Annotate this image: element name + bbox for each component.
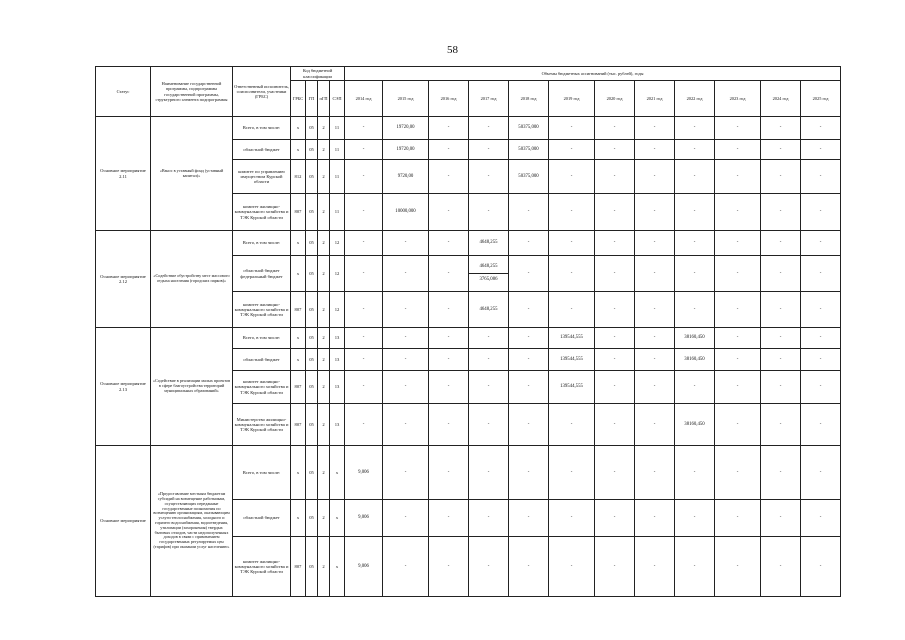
value-cell: -: [761, 160, 801, 194]
value-cell: -: [715, 328, 761, 349]
value-cell: -: [635, 349, 675, 371]
col-year: 2020 год: [595, 81, 635, 117]
cs-cell: 11: [330, 140, 345, 160]
value-cell: -: [549, 160, 595, 194]
value-cell: -: [635, 371, 675, 404]
value-cell: -: [635, 231, 675, 256]
value-cell: 38160,450: [675, 404, 715, 446]
value-cell: -: [595, 446, 635, 500]
grbs-cell: 812: [291, 160, 306, 194]
value-cell: -: [635, 140, 675, 160]
value-cell: -: [549, 446, 595, 500]
value-cell: -: [509, 231, 549, 256]
value-cell: -: [761, 231, 801, 256]
value-cell: -: [383, 292, 429, 328]
value-cell: -: [469, 194, 509, 231]
program-name-cell: «Содействие в реализации малых проектов в сфере благоустройства территорий муниципальных образований»: [151, 328, 233, 446]
value-cell: -: [595, 349, 635, 371]
gp-cell: 05: [306, 404, 318, 446]
grbs-cell: x: [291, 256, 306, 292]
budget-table: [95, 66, 841, 597]
value-cell: -: [549, 256, 595, 292]
value-cell: -: [761, 404, 801, 446]
value-cell: -: [549, 500, 595, 537]
value-cell: -: [801, 292, 841, 328]
value-cell: -: [801, 446, 841, 500]
value-cell: 4648,255: [469, 292, 509, 328]
value-cell: -: [429, 231, 469, 256]
value-cell: -: [635, 160, 675, 194]
col-year: 2018 год: [509, 81, 549, 117]
col-budget-code: Код бюджетной классификации: [291, 67, 345, 81]
value-cell: -: [675, 117, 715, 140]
value-regional: 4648,255: [469, 261, 508, 274]
value-cell: -: [595, 256, 635, 292]
col-cs: СЭП: [330, 81, 345, 117]
value-cell: -: [429, 292, 469, 328]
table-row: [96, 117, 841, 140]
value-cell: -: [383, 446, 429, 500]
gp-cell: 05: [306, 349, 318, 371]
value-cell: -: [761, 446, 801, 500]
grbs-cell: x: [291, 231, 306, 256]
value-cell: -: [595, 140, 635, 160]
value-cell: -: [801, 500, 841, 537]
value-cell: -: [469, 446, 509, 500]
pgp-cell: 2: [318, 328, 330, 349]
value-cell: -: [429, 328, 469, 349]
executor-cell: комитет жилищно-коммунального хозяйства и ТЭК Курской области: [233, 537, 291, 597]
pgp-cell: 2: [318, 194, 330, 231]
value-cell: -: [345, 292, 383, 328]
value-cell: 4648,255: [469, 231, 509, 256]
value-cell: -: [383, 500, 429, 537]
pgp-cell: 2: [318, 292, 330, 328]
value-cell: -: [469, 117, 509, 140]
value-cell: 38160,450: [675, 328, 715, 349]
value-cell: -: [345, 160, 383, 194]
col-year: 2023 год: [715, 81, 761, 117]
value-cell: -: [595, 500, 635, 537]
gp-cell: 05: [306, 446, 318, 500]
value-cell: -: [761, 117, 801, 140]
value-cell: 10000,000: [383, 194, 429, 231]
grbs-cell: 807: [291, 404, 306, 446]
value-cell: -: [761, 371, 801, 404]
value-cell: -: [509, 371, 549, 404]
value-cell: -: [715, 292, 761, 328]
value-cell: -: [801, 140, 841, 160]
value-cell: 9,006: [345, 446, 383, 500]
executor-cell: комитет жилищно-коммунального хозяйства и ТЭК Курской области: [233, 371, 291, 404]
value-cell: 50375,000: [509, 160, 549, 194]
status-cell: Основное мероприятие 2.11: [96, 117, 151, 231]
value-cell: -: [595, 231, 635, 256]
executor-cell: комитет жилищно-коммунального хозяйства и ТЭК Курской области: [233, 194, 291, 231]
grbs-cell: 807: [291, 194, 306, 231]
value-cell: -: [345, 256, 383, 292]
value-cell: -: [469, 500, 509, 537]
value-cell: -: [509, 292, 549, 328]
value-cell: -: [635, 537, 675, 597]
cs-cell: 11: [330, 117, 345, 140]
value-cell: -: [675, 446, 715, 500]
value-cell: 19720,00: [383, 140, 429, 160]
value-cell: -: [509, 194, 549, 231]
value-cell: -: [469, 349, 509, 371]
value-cell: -: [595, 117, 635, 140]
value-cell: -: [549, 117, 595, 140]
executor-cell: областной бюджет: [233, 500, 291, 537]
grbs-cell: 807: [291, 292, 306, 328]
value-cell: -: [383, 328, 429, 349]
value-cell: -: [595, 371, 635, 404]
grbs-cell: 807: [291, 371, 306, 404]
value-cell: -: [345, 328, 383, 349]
value-cell: -: [469, 328, 509, 349]
table-header: [96, 67, 841, 117]
col-executor: Ответственный исполнитель, соисполнители, участники (ГРБС): [233, 67, 291, 117]
value-cell: -: [761, 140, 801, 160]
value-cell: -: [429, 537, 469, 597]
pgp-cell: 2: [318, 231, 330, 256]
pgp-cell: 2: [318, 140, 330, 160]
cs-cell: 11: [330, 160, 345, 194]
value-cell: -: [509, 256, 549, 292]
value-cell: -: [595, 292, 635, 328]
value-cell: -: [801, 194, 841, 231]
value-cell: -: [761, 537, 801, 597]
value-cell: -: [549, 404, 595, 446]
grbs-cell: 807: [291, 537, 306, 597]
gp-cell: 05: [306, 371, 318, 404]
executor-cell: Всего, в том числе:: [233, 117, 291, 140]
value-cell: -: [595, 404, 635, 446]
program-name-cell: «Взнос в уставный фонд (уставный капитал)»: [151, 117, 233, 231]
gp-cell: 05: [306, 500, 318, 537]
value-cell: -: [801, 537, 841, 597]
value-cell: -: [675, 231, 715, 256]
value-cell: -: [383, 349, 429, 371]
pgp-cell: 2: [318, 446, 330, 500]
value-cell: -: [635, 256, 675, 292]
cs-cell: x: [330, 500, 345, 537]
value-cell: 139544,555: [549, 371, 595, 404]
value-cell: -: [675, 292, 715, 328]
value-cell: -: [429, 446, 469, 500]
gp-cell: 05: [306, 537, 318, 597]
value-cell: -: [675, 140, 715, 160]
value-cell: -: [383, 371, 429, 404]
value-cell: -: [715, 537, 761, 597]
value-cell: -: [595, 194, 635, 231]
value-cell: -: [715, 160, 761, 194]
program-name-cell: «Предоставление местным бюджетам субсидий на возмещение работникам, осуществляющих переданные государственные полномочия по возмещению организациям, оказывающим услуги теплоснабжения, холодного и горячего водоснабжения, водоотведения, утилизации (захоронения) твердых бытовых отходов, части недополученных доходов в связи с применением государственных регулируемых цен (тарифов) при оказании услуг населению»: [151, 446, 233, 597]
table-row: [96, 328, 841, 349]
executor-cell: комитет по управлению имуществом Курской области: [233, 160, 291, 194]
program-name-cell: «Содействие обустройству мест массового отдыха населения (городских парков)»: [151, 231, 233, 328]
value-cell: -: [549, 537, 595, 597]
value-cell: -: [469, 140, 509, 160]
page-number: 58: [447, 44, 458, 56]
value-cell: -: [675, 194, 715, 231]
table-row: [96, 446, 841, 500]
col-year: 2024 год: [761, 81, 801, 117]
value-cell: -: [761, 194, 801, 231]
value-cell: -: [595, 537, 635, 597]
gp-cell: 05: [306, 160, 318, 194]
value-cell: -: [761, 256, 801, 292]
value-cell: 38160,450: [675, 349, 715, 371]
value-cell: -: [715, 500, 761, 537]
value-cell: -: [509, 349, 549, 371]
value-cell: -: [635, 500, 675, 537]
value-cell: -: [715, 194, 761, 231]
value-cell: -: [429, 404, 469, 446]
col-year: 2022 год: [675, 81, 715, 117]
executor-cell: комитет жилищно-коммунального хозяйства и ТЭК Курской области: [233, 292, 291, 328]
value-cell: -: [429, 256, 469, 292]
executor-cell: Всего, в том числе:: [233, 328, 291, 349]
col-volumes: Объемы бюджетных ассигнований (тыс. рублей), годы: [345, 67, 841, 81]
col-year: 2016 год: [429, 81, 469, 117]
value-cell: -: [801, 371, 841, 404]
value-cell: -: [469, 537, 509, 597]
value-cell: -: [383, 537, 429, 597]
value-cell: -: [429, 160, 469, 194]
value-cell: -: [715, 446, 761, 500]
gp-cell: 05: [306, 328, 318, 349]
col-year: 2015 год: [383, 81, 429, 117]
value-cell: -: [801, 349, 841, 371]
pgp-cell: 2: [318, 160, 330, 194]
cs-cell: 12: [330, 231, 345, 256]
value-cell: -: [345, 349, 383, 371]
pgp-cell: 2: [318, 537, 330, 597]
value-cell: -: [383, 256, 429, 292]
value-cell: -: [801, 117, 841, 140]
executor-cell: областной бюджет: [233, 349, 291, 371]
cs-cell: 13: [330, 404, 345, 446]
value-cell: -: [715, 349, 761, 371]
value-cell: 50375,000: [509, 140, 549, 160]
grbs-cell: x: [291, 117, 306, 140]
value-cell: [469, 256, 509, 292]
value-cell: -: [801, 404, 841, 446]
value-cell: -: [675, 160, 715, 194]
executor-cell: Всего, в том числе:: [233, 446, 291, 500]
value-cell: -: [635, 194, 675, 231]
pgp-cell: 2: [318, 117, 330, 140]
value-cell: -: [761, 292, 801, 328]
value-cell: -: [509, 404, 549, 446]
value-cell: -: [429, 117, 469, 140]
grbs-cell: x: [291, 500, 306, 537]
status-cell: Основное мероприятие 2.12: [96, 231, 151, 328]
grbs-cell: x: [291, 349, 306, 371]
value-cell: -: [675, 537, 715, 597]
value-cell: 9,006: [345, 537, 383, 597]
executor-cell: Всего, в том числе:: [233, 231, 291, 256]
pgp-cell: 2: [318, 349, 330, 371]
value-cell: -: [469, 160, 509, 194]
value-cell: -: [715, 140, 761, 160]
gp-cell: 05: [306, 231, 318, 256]
value-cell: -: [429, 371, 469, 404]
cs-cell: 12: [330, 292, 345, 328]
col-gp: ГП: [306, 81, 318, 117]
value-cell: -: [675, 500, 715, 537]
value-cell: 9720,00: [383, 160, 429, 194]
col-year: 2019 год: [549, 81, 595, 117]
gp-cell: 05: [306, 117, 318, 140]
col-year: 2021 год: [635, 81, 675, 117]
value-cell: -: [635, 117, 675, 140]
value-cell: -: [801, 160, 841, 194]
table-row: [96, 231, 841, 256]
value-cell: -: [715, 256, 761, 292]
pgp-cell: 2: [318, 256, 330, 292]
col-year: 2025 год: [801, 81, 841, 117]
value-cell: -: [715, 117, 761, 140]
value-cell: -: [429, 500, 469, 537]
value-cell: -: [509, 537, 549, 597]
cs-cell: 12: [330, 256, 345, 292]
value-cell: -: [595, 328, 635, 349]
value-cell: -: [549, 292, 595, 328]
executor-cell: областной бюджет федеральный бюджет: [233, 256, 291, 292]
col-name: Наименование государственной программы, подпрограммы государственной программы, структурного элемента подпрограммы: [151, 67, 233, 117]
value-federal: 3765,086: [479, 277, 498, 282]
value-cell: -: [345, 194, 383, 231]
value-cell: -: [635, 446, 675, 500]
value-cell: -: [345, 231, 383, 256]
value-cell: -: [549, 194, 595, 231]
executor-cell: Министерство жилищно-коммунального хозяйства и ТЭК Курской области: [233, 404, 291, 446]
value-cell: -: [383, 231, 429, 256]
value-cell: -: [675, 256, 715, 292]
value-cell: -: [801, 256, 841, 292]
col-year: 2017 год: [469, 81, 509, 117]
grbs-cell: x: [291, 328, 306, 349]
cs-cell: 13: [330, 328, 345, 349]
col-year: 2014 год: [345, 81, 383, 117]
value-cell: -: [429, 349, 469, 371]
col-status: Статус: [96, 67, 151, 117]
status-cell: Основное мероприятие: [96, 446, 151, 597]
cs-cell: x: [330, 537, 345, 597]
value-cell: 50375,000: [509, 117, 549, 140]
status-cell: Основное мероприятие 2.13: [96, 328, 151, 446]
value-cell: -: [549, 140, 595, 160]
pgp-cell: 2: [318, 371, 330, 404]
value-cell: -: [761, 349, 801, 371]
value-cell: -: [509, 446, 549, 500]
value-cell: -: [801, 328, 841, 349]
gp-cell: 05: [306, 256, 318, 292]
value-cell: -: [595, 160, 635, 194]
grbs-cell: x: [291, 140, 306, 160]
gp-cell: 05: [306, 194, 318, 231]
value-cell: -: [801, 231, 841, 256]
value-cell: -: [675, 371, 715, 404]
value-cell: -: [345, 371, 383, 404]
cs-cell: x: [330, 446, 345, 500]
value-cell: -: [429, 194, 469, 231]
pgp-cell: 2: [318, 404, 330, 446]
col-grbs: ГРБС: [291, 81, 306, 117]
gp-cell: 05: [306, 292, 318, 328]
value-cell: -: [383, 404, 429, 446]
col-pgp: пГП: [318, 81, 330, 117]
value-cell: -: [345, 140, 383, 160]
pgp-cell: 2: [318, 500, 330, 537]
grbs-cell: x: [291, 446, 306, 500]
value-cell: -: [469, 404, 509, 446]
cs-cell: 13: [330, 349, 345, 371]
cs-cell: 11: [330, 194, 345, 231]
value-cell: -: [509, 328, 549, 349]
gp-cell: 05: [306, 140, 318, 160]
value-cell: -: [635, 404, 675, 446]
value-cell: -: [345, 117, 383, 140]
value-cell: -: [715, 371, 761, 404]
value-cell: -: [469, 371, 509, 404]
value-cell: -: [549, 231, 595, 256]
value-cell: 139544,555: [549, 328, 595, 349]
value-cell: -: [761, 500, 801, 537]
value-cell: 139544,555: [549, 349, 595, 371]
value-cell: -: [429, 140, 469, 160]
cs-cell: 13: [330, 371, 345, 404]
value-cell: 19720,00: [383, 117, 429, 140]
value-cell: -: [715, 404, 761, 446]
value-cell: -: [509, 500, 549, 537]
value-cell: -: [345, 404, 383, 446]
executor-cell: областной бюджет: [233, 140, 291, 160]
value-cell: -: [635, 328, 675, 349]
table-body: [96, 117, 841, 597]
value-cell: -: [761, 328, 801, 349]
value-cell: -: [635, 292, 675, 328]
value-cell: 9,006: [345, 500, 383, 537]
value-cell: -: [715, 231, 761, 256]
